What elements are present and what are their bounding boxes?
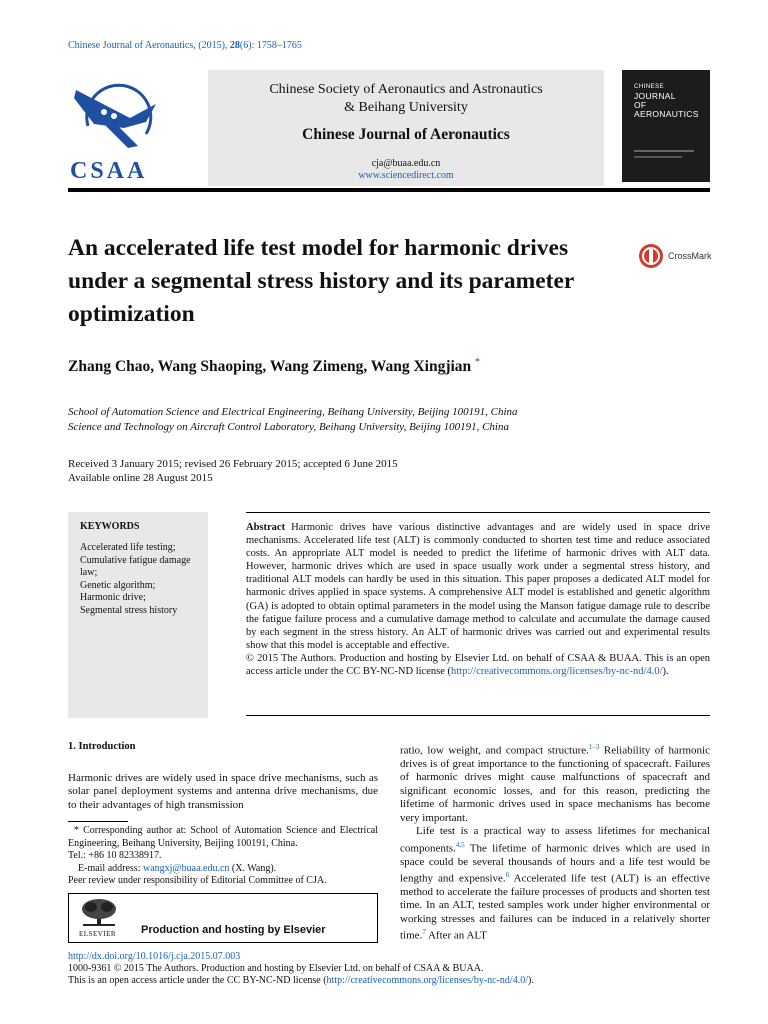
article-title: An accelerated life test model for harmonic drives under a segmental stress history and its parameter optimization: [68, 235, 574, 327]
license-suffix: ).: [527, 975, 534, 986]
journal-citation[interactable]: [68, 40, 302, 51]
elsevier-wordmark: ELSEVIER: [79, 930, 117, 938]
logo-text: CSAA: [70, 158, 148, 183]
intro-text: After an ALT: [425, 929, 487, 942]
journal-header: [208, 70, 604, 186]
abstract-rule-bottom: [246, 715, 710, 716]
affiliation-1: School of Automation Science and Electrical Engineering, Beihang University, Beijing 100191, China: [68, 406, 518, 418]
affiliation-2: Science and Technology on Aircraft Control Laboratory, Beihang University, Beijing 100191, China: [68, 421, 509, 433]
keyword-item: Accelerated life testing;: [80, 542, 176, 553]
journal-website-link[interactable]: www.sciencedirect.com: [358, 170, 454, 181]
elsevier-tree-icon: [79, 898, 119, 928]
available-online-date: Available online 28 August 2015: [68, 472, 213, 484]
intro-text: Accelerated life test (ALT) is an effective method to accelerate the failure processes of products and shorten test time. In an ALT, tested samples work under higher environmental or working stresses and failures can be induced in a relatively shorter time.: [400, 872, 710, 942]
citation-ref[interactable]: 1–3: [588, 743, 600, 751]
cover-decor: [634, 150, 694, 152]
citation-ref[interactable]: 4,5: [455, 840, 465, 849]
peer-review-note: Peer review under responsibility of Editorial Committee of CJA.: [68, 875, 327, 887]
cover-title: JOURNAL OF AERONAUTICS: [634, 91, 699, 119]
license-link[interactable]: http://creativecommons.org/licenses/by-nc-nd/4.0/: [450, 666, 663, 678]
license-prefix: This is an open access article under the CC BY-NC-ND license (: [68, 975, 327, 986]
abstract-rule-top: [246, 512, 710, 513]
header-rule: [68, 188, 710, 192]
citation-ref[interactable]: 7: [422, 928, 426, 937]
abstract: [246, 521, 710, 678]
email-label: E-mail address:: [78, 862, 143, 874]
citation-pages: (6): 1758–1765: [239, 40, 302, 51]
cover-small-text: CHINESE: [634, 84, 665, 90]
society-line-1: Chinese Society of Aeronautics and Astronautics: [269, 82, 543, 97]
abstract-copyright-end: ).: [662, 666, 669, 678]
corresponding-author-mark[interactable]: *: [475, 357, 481, 368]
abstract-copyright: © 2015 The Authors. Production and hosting by Elsevier Ltd. on behalf of CSAA & BUAA. This is an open access article under the CC BY-NC-ND license (: [246, 652, 710, 678]
license-line: [68, 975, 534, 986]
csaa-logo: [68, 78, 168, 183]
telephone: Tel.: +86 10 82338917.: [68, 850, 162, 862]
journal-name: Chinese Journal of Aeronautics: [302, 126, 510, 143]
section-heading-introduction: 1. Introduction: [68, 741, 136, 752]
crossmark-icon: [638, 243, 664, 269]
keyword-item: Cumulative fatigue damage law;: [80, 554, 191, 578]
intro-column-2: [400, 741, 710, 943]
cover-decor: [634, 156, 682, 158]
issn-copyright: 1000-9361 © 2015 The Authors. Production and hosting by Elsevier Ltd. on behalf of CSAA & BUAA.: [68, 963, 484, 974]
citation-ref[interactable]: 6: [505, 870, 510, 879]
intro-paragraph-1: Harmonic drives are widely used in space drive mechanisms, such as solar panel deployment systems and antenna drive mechanisms, due to their advantages of high transmission: [68, 772, 378, 811]
abstract-text: Harmonic drives have various distinctive advantages and are widely used in space drive mechanisms. Accelerated life test (ALT) is commonly conducted to shorten test time and reduce associated costs. An appropriate ALT model is needed to predict the lifetime of harmonic drives with ALT data. However, harmonic drives which are used in space usually work under a segmental stress history, and traditional ALT models can hardly be used in this situation. This paper proposes a dedicated ALT model for harmonic drives applied in space systems. A comprehensive ALT model is established and genetic algorithm (GA) is adopted to obtain optimal parameters in the model using the Manson fatigue damage rule to describe the fatigue failure process and a cumulative damage method to calculate and accumulate the damage caused by each segment in the stress history. An ALT of harmonic drives was carried out and experimental results show that this model is acceptable and effective.: [246, 522, 710, 651]
intro-text: The lifetime of harmonic drives which are used in space could be several thousands of hours and a life test would be lengthy and expensive.: [400, 842, 710, 885]
doi-link[interactable]: http://dx.doi.org/10.1016/j.cja.2015.07.003: [68, 951, 241, 962]
abstract-label: Abstract: [246, 522, 286, 533]
society-line-2: & Beihang University: [344, 100, 468, 115]
keyword-item: Harmonic drive;: [80, 592, 146, 603]
elsevier-banner: [68, 893, 378, 943]
intro-text: Reliability of harmonic drives is of great importance to the functioning of spacecraft. Failures of harmonic drives might cause malfunctions of spacecraft and significant economic losses, and for this reason, predicting the lifetime of harmonic drives used in space mechanisms has become very important.: [400, 744, 710, 824]
corresponding-author-note: * Corresponding author at: School of Automation Science and Electrical Engineering, Beihang University, Beijing 100191, China.: [68, 825, 378, 849]
email-suffix: (X. Wang).: [229, 862, 277, 874]
received-dates: Received 3 January 2015; revised 26 February 2015; accepted 6 June 2015: [68, 458, 398, 470]
footnote-rule: [68, 821, 128, 822]
intro-text: Life test is a practical way to assess lifetimes for mechanical components.: [400, 825, 710, 855]
keywords-heading: KEYWORDS: [80, 521, 140, 532]
journal-email[interactable]: cja@buaa.edu.cn: [371, 158, 441, 169]
author-list: [68, 357, 480, 376]
email-line: [68, 863, 378, 876]
journal-cover-image: [622, 70, 710, 182]
keywords-box: [68, 512, 208, 718]
keyword-item: Genetic algorithm;: [80, 579, 156, 591]
citation-volume: 28: [229, 40, 240, 51]
footnotes: [68, 825, 378, 888]
author-email-link[interactable]: wangxj@buaa.edu.cn: [142, 862, 230, 874]
crossmark-label: CrossMark: [668, 251, 712, 261]
keywords-list: [80, 542, 204, 617]
keyword-item: Segmental stress history: [80, 604, 178, 616]
intro-text: ratio, low weight, and compact structure.: [400, 744, 589, 757]
intro-paragraph-2: [400, 825, 710, 943]
author-names: Zhang Chao, Wang Shaoping, Wang Zimeng, Wang Xingjian: [68, 358, 472, 376]
crossmark-badge[interactable]: [638, 243, 716, 269]
citation-prefix: Chinese Journal of Aeronautics, (2015),: [68, 40, 230, 51]
elsevier-hosting-text: Production and hosting by Elsevier: [141, 924, 326, 936]
license-url-link[interactable]: http://creativecommons.org/licenses/by-nc-nd/4.0/: [326, 975, 528, 986]
